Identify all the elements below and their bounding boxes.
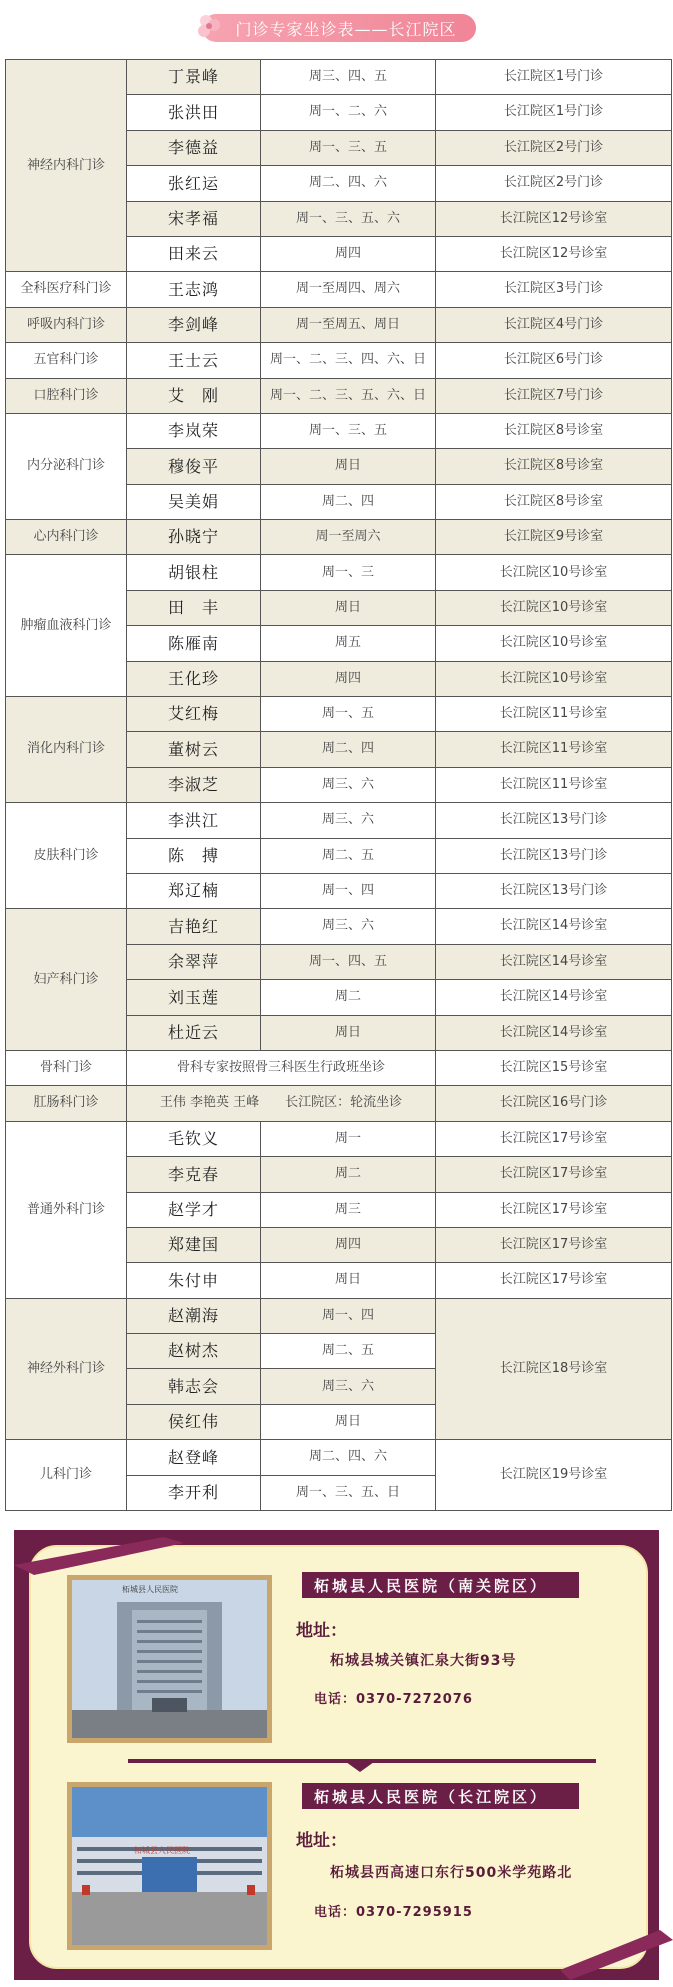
- doctor-cell: 赵登峰: [127, 1440, 261, 1475]
- days-cell: 周一、二、三、四、六、日: [261, 343, 436, 378]
- days-cell: 周三、六: [261, 1369, 436, 1404]
- dept-cell: 内分泌科门诊: [6, 413, 127, 519]
- doctor-cell: 李淑芝: [127, 767, 261, 802]
- days-cell: 周一、三: [261, 555, 436, 590]
- ribbon-decoration: [14, 1535, 184, 1575]
- room-cell: 长江院区14号诊室: [436, 1015, 672, 1050]
- room-cell: 长江院区13号门诊: [436, 838, 672, 873]
- room-cell: 长江院区8号诊室: [436, 484, 672, 519]
- room-cell: 长江院区17号诊室: [436, 1157, 672, 1192]
- days-cell: 周一至周四、周六: [261, 272, 436, 307]
- doctor-cell: 董树云: [127, 732, 261, 767]
- dept-cell: 全科医疗科门诊: [6, 272, 127, 307]
- room-cell: 长江院区9号诊室: [436, 520, 672, 555]
- table-row: [6, 803, 672, 838]
- dept-cell: 普通外科门诊: [6, 1121, 127, 1298]
- doctor-cell: 吴美娟: [127, 484, 261, 519]
- days-cell: 周三、六: [261, 803, 436, 838]
- days-cell: 周一、二、六: [261, 95, 436, 130]
- doctor-cell: 陈 搏: [127, 838, 261, 873]
- divider-tip: [346, 1762, 374, 1772]
- room-cell: 长江院区13号门诊: [436, 873, 672, 908]
- dept-cell: 儿科门诊: [6, 1440, 127, 1511]
- doctor-cell: 李洪江: [127, 803, 261, 838]
- dept-cell: 骨科门诊: [6, 1050, 127, 1085]
- room-cell: 长江院区11号诊室: [436, 732, 672, 767]
- dept-cell: 神经内科门诊: [6, 60, 127, 272]
- table-row: [6, 1050, 672, 1085]
- days-cell: 周日: [261, 1404, 436, 1439]
- doctor-cell: 韩志会: [127, 1369, 261, 1404]
- dept-cell: 五官科门诊: [6, 343, 127, 378]
- room-cell: 长江院区11号诊室: [436, 697, 672, 732]
- doctor-cell: 宋孝福: [127, 201, 261, 236]
- days-cell: 周一、四: [261, 1298, 436, 1333]
- doctor-cell: 赵树杰: [127, 1334, 261, 1369]
- days-cell: 周一、四: [261, 873, 436, 908]
- dept-cell: 肿瘤血液科门诊: [6, 555, 127, 697]
- doctor-cell: 田来云: [127, 236, 261, 271]
- room-cell: 长江院区10号诊室: [436, 661, 672, 696]
- room-cell: 长江院区17号诊室: [436, 1263, 672, 1298]
- room-cell: 长江院区8号诊室: [436, 449, 672, 484]
- room-cell: 长江院区2号门诊: [436, 166, 672, 201]
- phone-changjiang: 电话：0370-7295915: [314, 1905, 473, 1920]
- doctor-cell: 赵潮海: [127, 1298, 261, 1333]
- room-cell: 长江院区14号诊室: [436, 980, 672, 1015]
- doctor-cell: 孙晓宁: [127, 520, 261, 555]
- doctor-cell: 朱付申: [127, 1263, 261, 1298]
- room-cell: 长江院区10号诊室: [436, 590, 672, 625]
- ribbon-decoration: [560, 1930, 673, 1980]
- room-cell: 长江院区14号诊室: [436, 944, 672, 979]
- doctor-cell: 陈雁南: [127, 626, 261, 661]
- table-row: [6, 307, 672, 342]
- table-row: [6, 413, 672, 448]
- title-banner: [202, 14, 476, 42]
- doctor-cell: 毛钦义: [127, 1121, 261, 1156]
- hospital-photo-nanguan: [67, 1575, 272, 1743]
- dept-cell: 心内科门诊: [6, 520, 127, 555]
- dept-cell: 口腔科门诊: [6, 378, 127, 413]
- table-row: [6, 909, 672, 944]
- room-cell: 长江院区10号诊室: [436, 626, 672, 661]
- days-cell: 周四: [261, 1227, 436, 1262]
- table-row: [6, 60, 672, 95]
- doctor-cell: 王士云: [127, 343, 261, 378]
- doctor-cell: 田 丰: [127, 590, 261, 625]
- doctor-cell: 穆俊平: [127, 449, 261, 484]
- address-changjiang: 柘城县西高速口东行500米学苑路北: [330, 1865, 573, 1881]
- room-cell: 长江院区11号诊室: [436, 767, 672, 802]
- days-cell: 周三: [261, 1192, 436, 1227]
- table-row: [6, 378, 672, 413]
- address-label: 地址：: [296, 1621, 347, 1641]
- note-cell: 骨科专家按照骨三科医生行政班坐诊: [127, 1050, 436, 1085]
- phone-nanguan: 电话：0370-7272076: [314, 1692, 473, 1707]
- doctor-cell: 胡银柱: [127, 555, 261, 590]
- room-cell: 长江院区14号诊室: [436, 909, 672, 944]
- room-cell: 长江院区13号门诊: [436, 803, 672, 838]
- schedule-table: [5, 59, 672, 1511]
- dept-cell: 呼吸内科门诊: [6, 307, 127, 342]
- photo-sign: 柘城县人民医院: [122, 1585, 178, 1594]
- days-cell: 周日: [261, 590, 436, 625]
- doctor-cell: 王化珍: [127, 661, 261, 696]
- hospital-name-nanguan: 柘城县人民医院（南关院区）: [302, 1572, 579, 1598]
- days-cell: 周三、六: [261, 767, 436, 802]
- table-row: [6, 343, 672, 378]
- room-cell: 长江院区18号诊室: [436, 1298, 672, 1440]
- doctor-cell: 张洪田: [127, 95, 261, 130]
- room-cell: 长江院区1号门诊: [436, 60, 672, 95]
- days-cell: 周一、三、五、六: [261, 201, 436, 236]
- doctor-cell: 郑建国: [127, 1227, 261, 1262]
- doctor-cell: 李岚荣: [127, 413, 261, 448]
- room-cell: 长江院区15号诊室: [436, 1050, 672, 1085]
- table-row: [6, 1298, 672, 1333]
- room-cell: 长江院区12号诊室: [436, 236, 672, 271]
- doctor-cell: 李克春: [127, 1157, 261, 1192]
- dept-cell: 肛肠科门诊: [6, 1086, 127, 1121]
- dept-cell: 妇产科门诊: [6, 909, 127, 1051]
- days-cell: 周二、四、六: [261, 166, 436, 201]
- room-cell: 长江院区7号门诊: [436, 378, 672, 413]
- room-cell: 长江院区2号门诊: [436, 130, 672, 165]
- address-nanguan: 柘城县城关镇汇泉大街93号: [330, 1653, 517, 1669]
- days-cell: 周一、三、五、日: [261, 1475, 436, 1510]
- room-cell: 长江院区12号诊室: [436, 201, 672, 236]
- days-cell: 周二、五: [261, 838, 436, 873]
- room-cell: 长江院区19号诊室: [436, 1440, 672, 1511]
- table-row: [6, 520, 672, 555]
- days-cell: 周三、六: [261, 909, 436, 944]
- doctor-cell: 丁景峰: [127, 60, 261, 95]
- doctor-cell: 李开利: [127, 1475, 261, 1510]
- doctor-cell: 侯红伟: [127, 1404, 261, 1439]
- banner-title: 门诊专家坐诊表——长江院区: [235, 19, 457, 39]
- room-cell: 长江院区17号诊室: [436, 1121, 672, 1156]
- days-cell: 周四: [261, 236, 436, 271]
- room-cell: 长江院区3号门诊: [436, 272, 672, 307]
- doctor-cell: 李剑峰: [127, 307, 261, 342]
- room-cell: 长江院区1号门诊: [436, 95, 672, 130]
- days-cell: 周四: [261, 661, 436, 696]
- room-cell: 长江院区17号诊室: [436, 1227, 672, 1262]
- days-cell: 周五: [261, 626, 436, 661]
- days-cell: 周一、五: [261, 697, 436, 732]
- days-cell: 周一、二、三、五、六、日: [261, 378, 436, 413]
- hospital-photo-changjiang: [67, 1782, 272, 1950]
- table-row: [6, 1121, 672, 1156]
- days-cell: 周二、四: [261, 732, 436, 767]
- dept-cell: 皮肤科门诊: [6, 803, 127, 909]
- days-cell: 周一、四、五: [261, 944, 436, 979]
- doctor-cell: 余翠萍: [127, 944, 261, 979]
- table-row: [6, 272, 672, 307]
- days-cell: 周二、五: [261, 1334, 436, 1369]
- address-label: 地址：: [296, 1831, 347, 1851]
- doctor-cell: 赵学才: [127, 1192, 261, 1227]
- days-cell: 周二、四、六: [261, 1440, 436, 1475]
- doctor-cell: 李德益: [127, 130, 261, 165]
- table-row: [6, 1440, 672, 1475]
- table-row: [6, 1086, 672, 1121]
- room-cell: 长江院区4号门诊: [436, 307, 672, 342]
- days-cell: 周一、三、五: [261, 413, 436, 448]
- days-cell: 周一至周五、周日: [261, 307, 436, 342]
- dept-cell: 消化内科门诊: [6, 697, 127, 803]
- note-cell: 王伟 李艳英 王峰 长江院区：轮流坐诊: [127, 1086, 436, 1121]
- room-cell: 长江院区6号门诊: [436, 343, 672, 378]
- doctor-cell: 郑辽楠: [127, 873, 261, 908]
- room-cell: 长江院区17号诊室: [436, 1192, 672, 1227]
- days-cell: 周三、四、五: [261, 60, 436, 95]
- doctor-cell: 刘玉莲: [127, 980, 261, 1015]
- days-cell: 周一: [261, 1121, 436, 1156]
- days-cell: 周二: [261, 1157, 436, 1192]
- days-cell: 周二: [261, 980, 436, 1015]
- doctor-cell: 艾 刚: [127, 378, 261, 413]
- doctor-cell: 艾红梅: [127, 697, 261, 732]
- table-row: [6, 697, 672, 732]
- days-cell: 周一至周六: [261, 520, 436, 555]
- days-cell: 周二、四: [261, 484, 436, 519]
- flower-icon: [194, 11, 228, 45]
- days-cell: 周日: [261, 449, 436, 484]
- days-cell: 周日: [261, 1015, 436, 1050]
- doctor-cell: 张红运: [127, 166, 261, 201]
- hospital-name-changjiang: 柘城县人民医院（长江院区）: [302, 1783, 579, 1809]
- room-cell: 长江院区8号诊室: [436, 413, 672, 448]
- room-cell: 长江院区10号诊室: [436, 555, 672, 590]
- doctor-cell: 王志鸿: [127, 272, 261, 307]
- table-row: [6, 555, 672, 590]
- days-cell: 周日: [261, 1263, 436, 1298]
- dept-cell: 神经外科门诊: [6, 1298, 127, 1440]
- room-cell: 长江院区16号门诊: [436, 1086, 672, 1121]
- doctor-cell: 吉艳红: [127, 909, 261, 944]
- doctor-cell: 杜近云: [127, 1015, 261, 1050]
- photo-sign: 柘城县人民医院: [134, 1846, 190, 1855]
- days-cell: 周一、三、五: [261, 130, 436, 165]
